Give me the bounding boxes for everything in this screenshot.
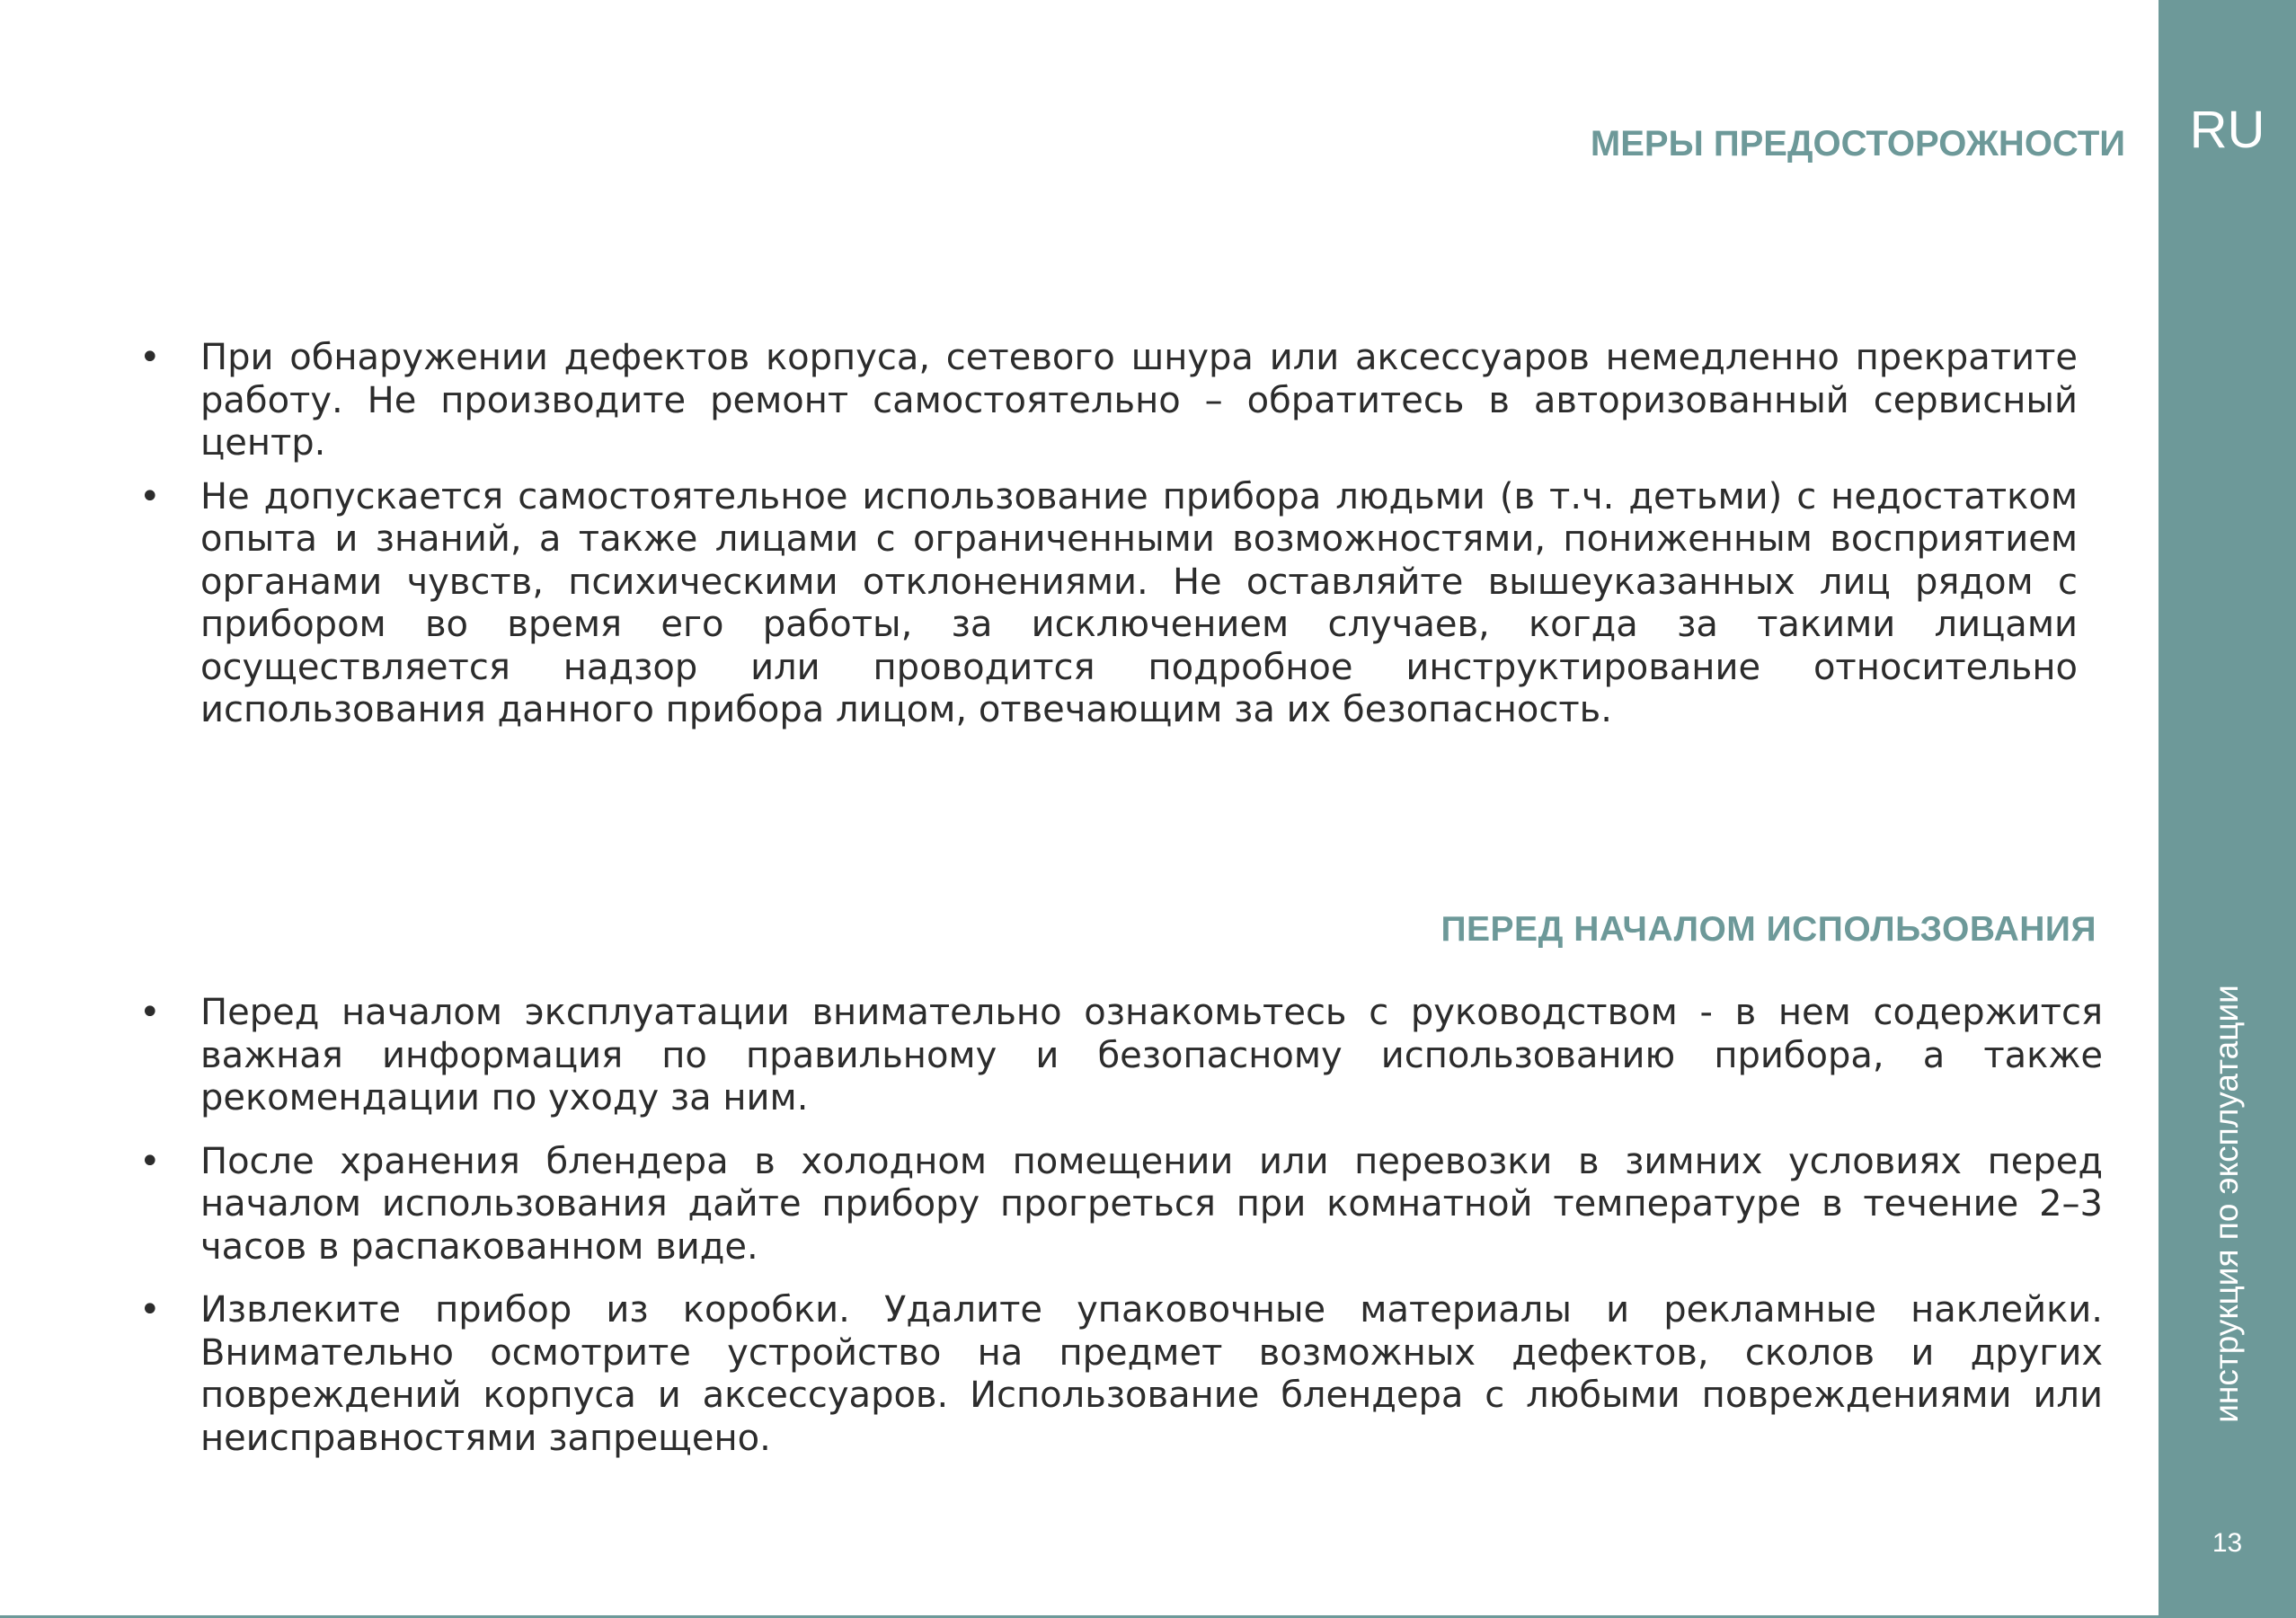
list-item-text: Извлеките прибор из коробки. Удалите упаковочные материалы и рекламные наклейки. Внимательно осмотрите устройство на предмет возможных дефектов, сколов и других повреждений корпуса и аксессуаров. Использование блендера с любыми повреждениями или неисправностями запрещено. (200, 1289, 2103, 1459)
list-item (139, 476, 2078, 732)
before-use-list (139, 992, 2103, 1481)
section-title-before-use: ПЕРЕД НАЧАЛОМ ИСПОЛЬЗОВАНИЯ (1441, 910, 2097, 950)
bullet-icon: • (139, 475, 161, 517)
bullet-icon: • (139, 992, 161, 1033)
list-item (139, 337, 2078, 465)
manual-caption: инструкция по эксплуатации (2208, 985, 2245, 1423)
section-title-precautions: МЕРЫ ПРЕДОСТОРОЖНОСТИ (1590, 123, 2125, 164)
list-item-text: Не допускается самостоятельное использование прибора людьми (в т.ч. детьми) с недостатком опыта и знаний, а также лицами с ограниченными возможностями, пониженным восприятием органами чувств, психическими отклонениями. Не оставляйте вышеуказанных лиц рядом с прибором во время его работы, за исключением случаев, когда за такими лицами осуществляется надзор или проводится подробное инструктирование относительно использования данного прибора лицом, отвечающим за их безопасность. (200, 475, 2078, 730)
language-code: RU (2189, 101, 2265, 159)
bullet-icon: • (139, 337, 161, 378)
list-item (139, 992, 2103, 1120)
list-item (139, 1141, 2103, 1269)
page-number: 13 (2212, 1528, 2243, 1558)
bullet-icon: • (139, 1140, 161, 1182)
sidebar-band (2159, 0, 2296, 1618)
list-item-text: После хранения блендера в холодном помещении или перевозки в зимних условиях перед началом использования дайте прибору прогреться при комнатной температуре в течение 2–3 часов в распакованном виде. (200, 1140, 2103, 1268)
list-item-text: Перед началом эксплуатации внимательно ознакомьтесь с руководством - в нем содержится важная информация по правильному и безопасному использованию прибора, а также рекомендации по уходу за ним. (200, 992, 2103, 1118)
list-item (139, 1289, 2103, 1460)
list-item-text: При обнаружении дефектов корпуса, сетевого шнура или аксессуаров немедленно прекратите работу. Не производите ремонт самостоятельно – обратитесь в авторизованный сервисный центр. (200, 337, 2078, 464)
bullet-icon: • (139, 1289, 161, 1331)
precautions-list (139, 337, 2078, 743)
